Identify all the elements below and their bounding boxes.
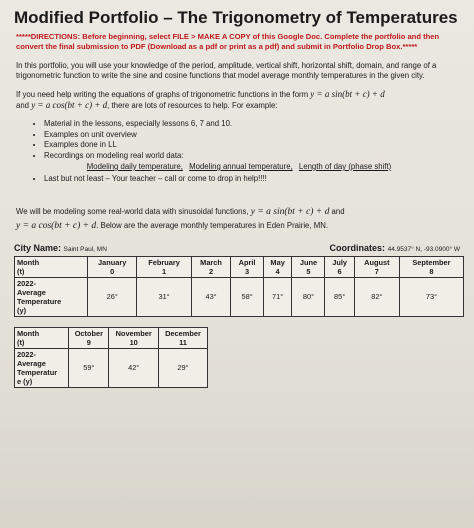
table-cell: June 5 <box>292 256 325 277</box>
table-cell: August 7 <box>354 256 399 277</box>
coordinates-label: Coordinates: <box>329 242 386 253</box>
table-cell: 82° <box>354 277 399 316</box>
coordinates-value: 44.9537° N, -93.0900° W <box>387 245 460 253</box>
row-head-temperature: 2022- Average Temperature (y) <box>15 277 88 316</box>
list-item: • Examples on unit overview <box>44 130 464 141</box>
row-head-month: Month (t) <box>15 327 69 348</box>
table-cell: April 3 <box>231 256 263 277</box>
table-cell: 58° <box>231 277 263 316</box>
table-cell: 29° <box>158 348 207 387</box>
table-cell: 73° <box>399 277 463 316</box>
city-label: City Name: <box>14 242 62 253</box>
model-formula-sine: y = a sin(bt + c) + d <box>250 206 330 217</box>
row-head-temperature: 2022- Average Temperatur e (y) <box>15 348 69 387</box>
table-cell: 26° <box>87 277 136 316</box>
table-cell: January 0 <box>87 256 136 277</box>
table-cell: December 11 <box>158 327 207 348</box>
list-item: • Material in the lessons, especially lessons 6, 7 and 10. <box>44 119 464 130</box>
table-cell: 31° <box>137 277 191 316</box>
temperature-table-1 <box>14 256 464 317</box>
directions-text: *****DIRECTIONS: Before beginning, select FILE > MAKE A COPY of this Google Doc. Complete the portfolio and then convert the final submission to PDF (Download as a pdf or print as a pdf) and submit in Portfolio Drop Box.***** <box>16 32 440 51</box>
table-row <box>15 277 464 316</box>
model-paragraph <box>16 205 464 233</box>
recording-links <box>14 162 464 172</box>
table-row <box>15 256 464 277</box>
table-cell: 71° <box>263 277 292 316</box>
resource-list <box>14 119 464 161</box>
table-cell: July 6 <box>325 256 354 277</box>
help-text-start: If you need help writing the equations of graphs of trigonometric functions in the form <box>16 90 309 99</box>
link-annual-temperature[interactable]: Modeling annual temperature, <box>189 162 293 171</box>
table-cell: May 4 <box>263 256 292 277</box>
table-cell: September 8 <box>399 256 463 277</box>
model-text-end: . Below are the average monthly temperatures in Eden Prairie, MN. <box>96 220 329 230</box>
table-cell: March 2 <box>191 256 231 277</box>
table-cell: 59° <box>69 348 109 387</box>
table-cell: 42° <box>109 348 159 387</box>
table-cell: October 9 <box>69 327 109 348</box>
help-paragraph <box>16 89 464 111</box>
resource-list-last <box>14 174 464 185</box>
table-cell: November 10 <box>109 327 159 348</box>
formula-sine: y = a sin(bt + c) + d <box>310 89 385 99</box>
intro-paragraph: In this portfolio, you will use your knowledge of the period, amplitude, vertical shift, horizontal shift, domain, and range of a trigonometric function to write the sine and cosine functions that model average monthly temperatures in the given city. <box>16 61 437 80</box>
table-cell: February 1 <box>137 256 191 277</box>
model-and: and <box>331 206 345 216</box>
link-length-of-day[interactable]: Length of day (phase shift) <box>298 162 392 171</box>
table-cell: 43° <box>191 277 231 316</box>
help-and: and <box>16 101 30 110</box>
list-item: • Last but not least – Your teacher – call or come to drop in help!!!! <box>44 174 464 185</box>
table-row <box>15 327 208 348</box>
city-meta-row <box>14 243 460 253</box>
temperature-table-2 <box>14 327 208 388</box>
table-cell: 85° <box>325 277 354 316</box>
link-daily-temperature[interactable]: Modeling daily temperature, <box>86 162 183 171</box>
row-head-month: Month (t) <box>15 256 88 277</box>
city-value: Saint Paul, MN <box>63 245 107 253</box>
list-item: • Examples done in LL <box>44 140 464 151</box>
model-text-start: We will be modeling some real-world data with sinusoidal functions, <box>16 206 249 216</box>
help-text-end: , there are lots of resources to help. For example: <box>107 101 278 110</box>
formula-cosine: y = a cos(bt + c) + d <box>31 100 108 110</box>
table-row <box>15 348 208 387</box>
list-item: • Recordings on modeling real world data: <box>44 151 464 162</box>
model-formula-cosine: y = a cos(bt + c) + d <box>16 220 97 231</box>
table-cell: 80° <box>292 277 325 316</box>
page-title: Modified Portfolio – The Trigonometry of Temperatures <box>14 8 458 27</box>
